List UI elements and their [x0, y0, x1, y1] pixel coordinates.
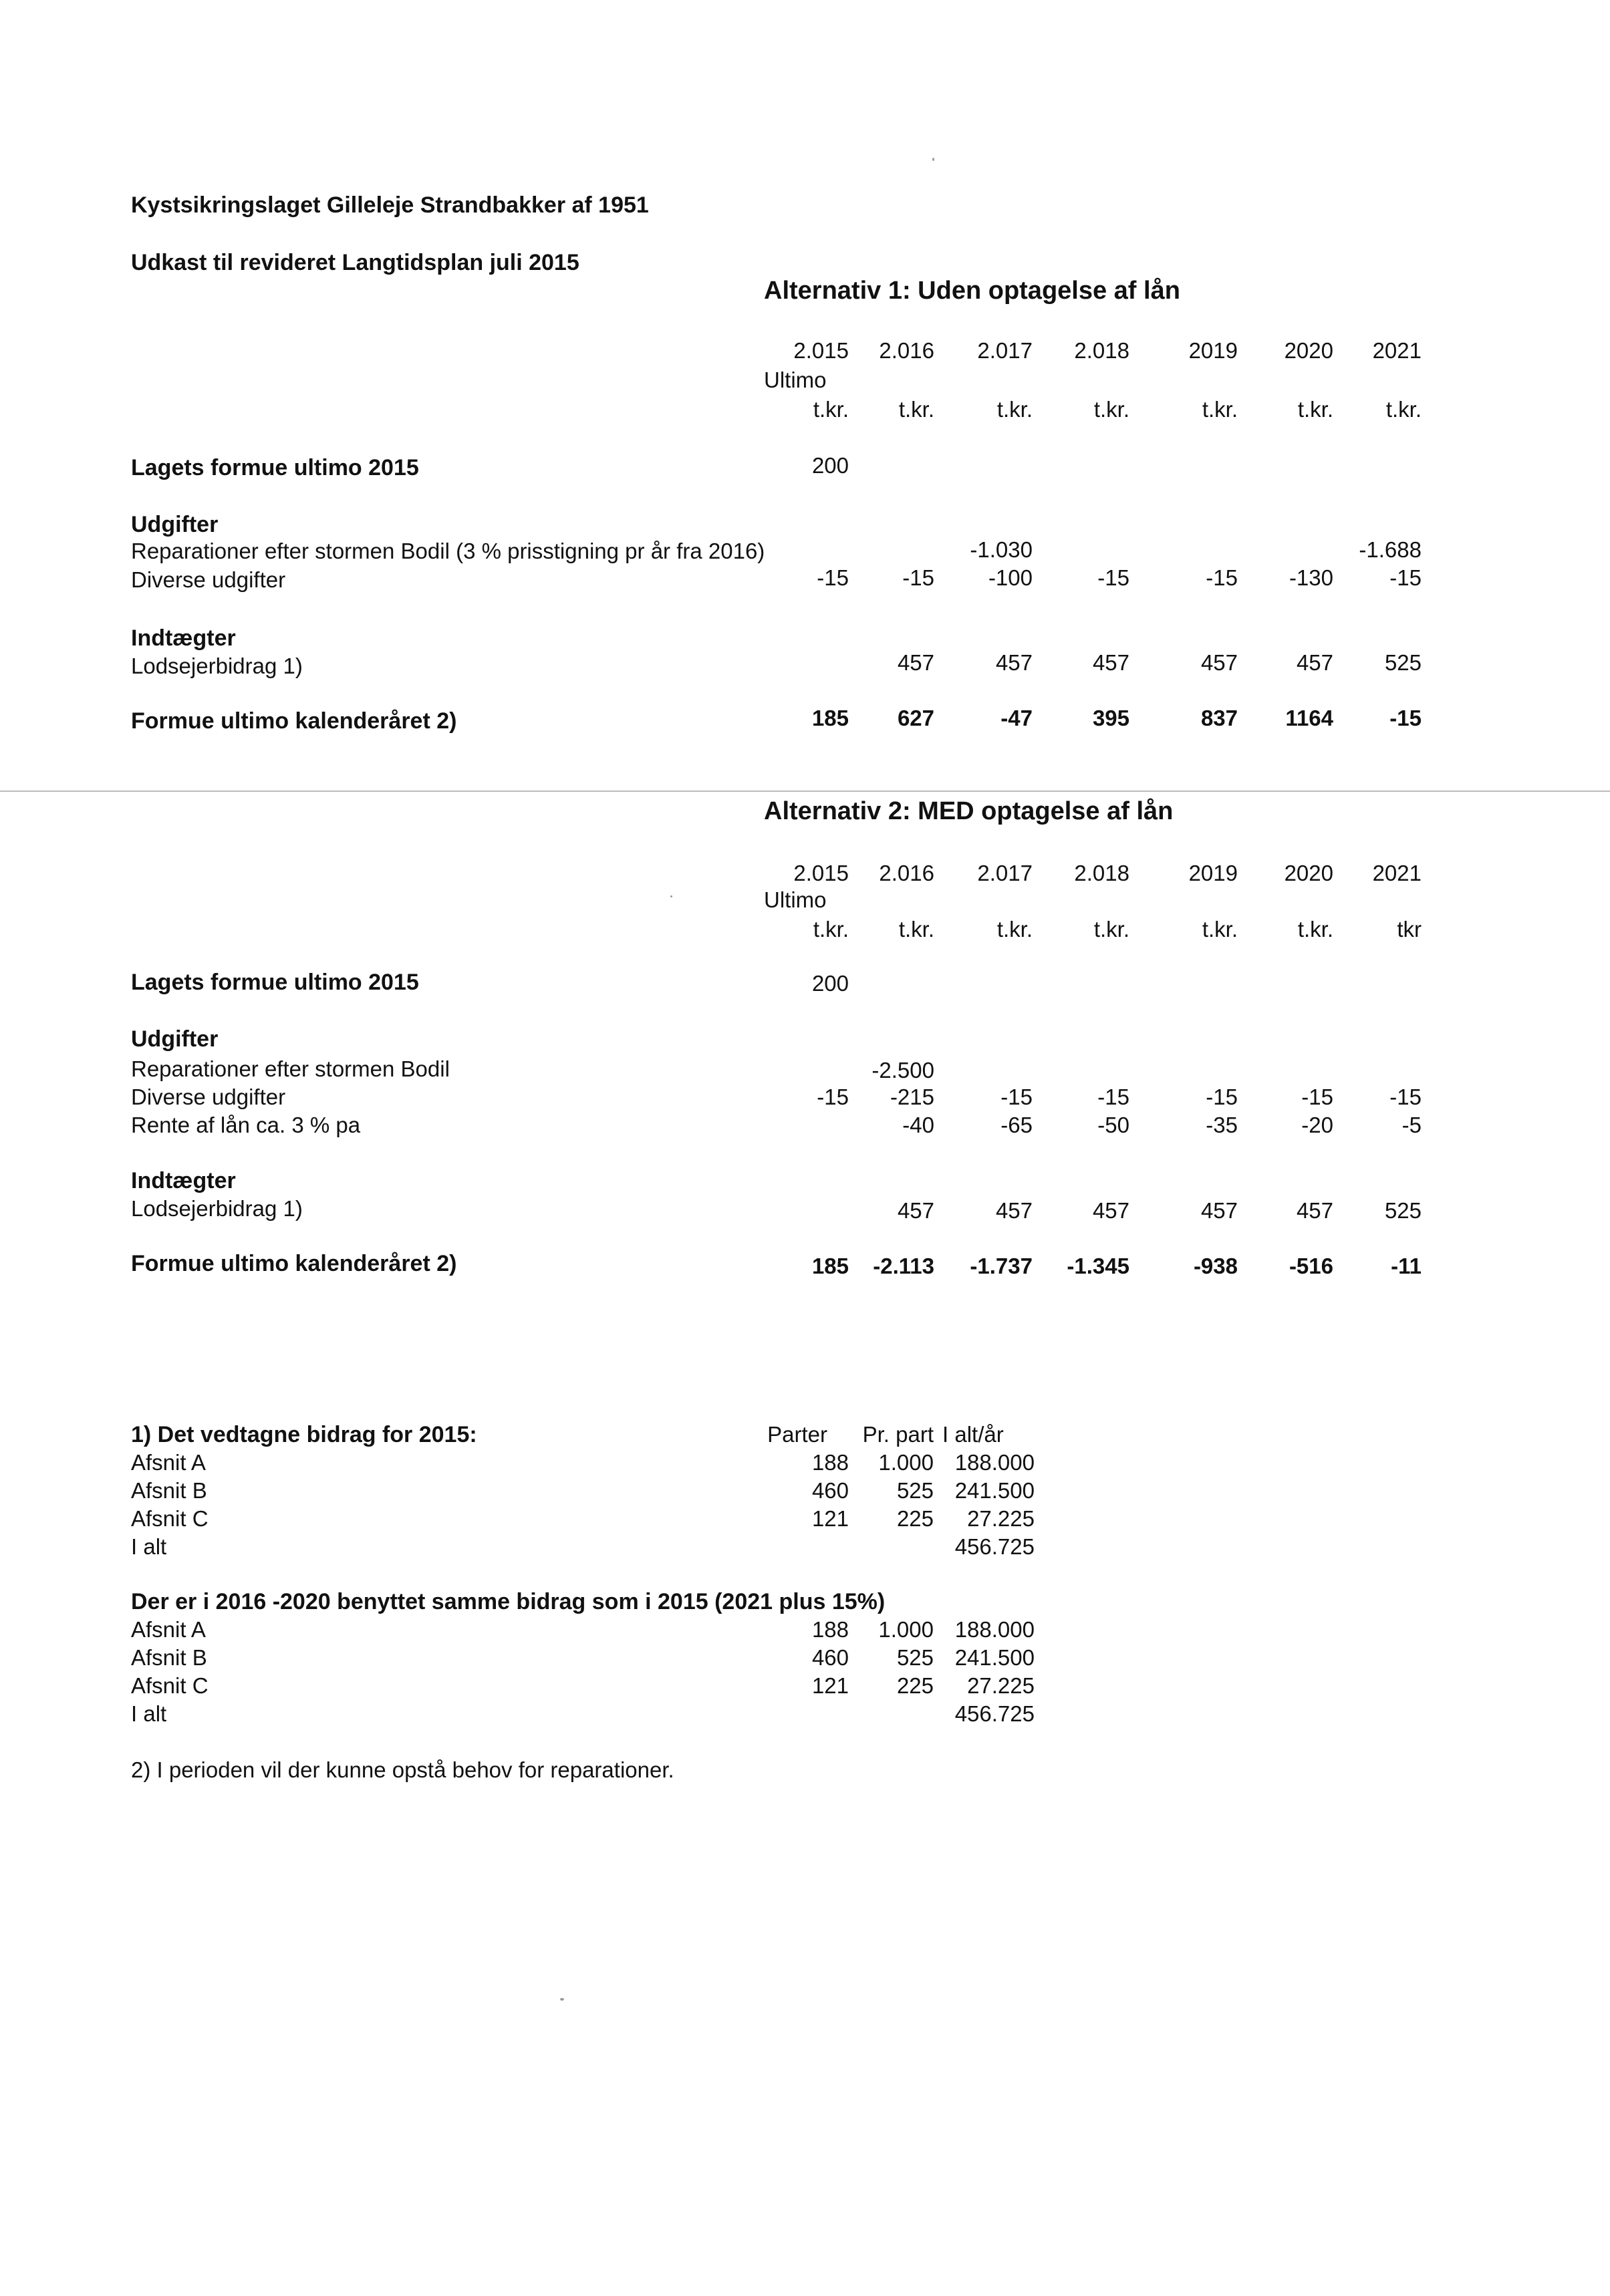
alt1-year-cell: 2.015 — [793, 338, 849, 363]
note1-pr-part-cell: 1.000 — [878, 1450, 934, 1475]
alt1-formue-label: Lagets formue ultimo 2015 — [131, 455, 419, 480]
alt2-lods-cell: 457 — [1296, 1198, 1333, 1223]
note1b-row-label: Afsnit A — [131, 1617, 206, 1642]
alt2-result-cell: -2.113 — [873, 1254, 934, 1278]
alt2-lods-cell: 457 — [995, 1198, 1033, 1223]
alt2-formue-value: 200 — [811, 971, 849, 996]
note1-total-cell: 27.225 — [967, 1506, 1035, 1531]
organization-title: Kystsikringslaget Gilleleje Strandbakker af 1951 — [131, 192, 649, 218]
note1b-pr-part-cell: 225 — [896, 1673, 934, 1698]
alt2-year-cell: 2020 — [1284, 861, 1333, 885]
alt2-result-label: Formue ultimo kalenderåret 2) — [131, 1251, 457, 1276]
alt2-year-cell: 2.018 — [1074, 861, 1129, 885]
alt1-lods-cell: 457 — [1092, 650, 1129, 675]
alt2-ultimo-label: Ultimo — [764, 887, 827, 912]
alt2-diverse-cell: -215 — [890, 1085, 934, 1109]
alt1-result-cell: -15 — [1389, 706, 1422, 730]
note1-row-label: Afsnit C — [131, 1506, 209, 1531]
alt2-year-cell: 2.017 — [977, 861, 1033, 885]
alt1-result-cell: 627 — [897, 706, 934, 730]
alt2-rente-cell: -50 — [1097, 1113, 1129, 1137]
alt2-diverse-label: Diverse udgifter — [131, 1085, 286, 1109]
note1-col-parter: Parter — [767, 1422, 827, 1447]
note1b-row-label: Afsnit C — [131, 1673, 209, 1698]
alt2-diverse-cell: -15 — [1206, 1085, 1238, 1109]
alt1-result-cell: 1164 — [1285, 706, 1333, 730]
alt1-udgifter-heading: Udgifter — [131, 512, 219, 537]
alt1-result-label: Formue ultimo kalenderåret 2) — [131, 708, 457, 734]
alt2-title: Alternativ 2: MED optagelse af lån — [764, 797, 1174, 825]
alt2-formue-label: Lagets formue ultimo 2015 — [131, 970, 419, 995]
alt2-result-cell: -516 — [1289, 1254, 1333, 1278]
note1-total-cell: 241.500 — [954, 1478, 1035, 1503]
note1-parter-cell: 121 — [811, 1506, 849, 1531]
alt2-lods-cell: 457 — [1200, 1198, 1238, 1223]
alt1-diverse-cell: -15 — [1206, 565, 1238, 590]
alt1-year-cell: 2.018 — [1074, 338, 1129, 363]
alt1-indtaegter-heading: Indtægter — [131, 625, 236, 651]
note1b-total-cell: 241.500 — [954, 1645, 1035, 1670]
note1-total-cell: 188.000 — [954, 1450, 1035, 1475]
alt1-year-cell: 2.016 — [879, 338, 934, 363]
note1b-total-value: 456.725 — [954, 1701, 1035, 1726]
note1b-row-label: Afsnit B — [131, 1645, 207, 1670]
alt2-diverse-cell: -15 — [1000, 1085, 1033, 1109]
alt1-diverse-cell: -130 — [1289, 565, 1333, 590]
alt2-rente-cell: -20 — [1301, 1113, 1333, 1137]
alt1-lods-cell: 457 — [995, 650, 1033, 675]
alt2-rente-cell: -35 — [1206, 1113, 1238, 1137]
note1b-pr-part-cell: 1.000 — [878, 1617, 934, 1642]
alt2-indtaegter-heading: Indtægter — [131, 1168, 236, 1193]
alt2-udgifter-heading: Udgifter — [131, 1026, 219, 1052]
alt1-diverse-cell: -15 — [902, 565, 934, 590]
alt1-unit-cell: t.kr. — [898, 397, 934, 422]
alt2-reparation-cell: -2.500 — [871, 1058, 934, 1083]
alt2-unit-cell: t.kr. — [996, 917, 1033, 942]
note1-row-label: Afsnit A — [131, 1450, 206, 1475]
alt2-diverse-cell: -15 — [817, 1085, 849, 1109]
alt2-lods-label: Lodsejerbidrag 1) — [131, 1196, 303, 1221]
alt1-unit-cell: t.kr. — [1202, 397, 1238, 422]
alt1-result-cell: 395 — [1092, 706, 1129, 730]
note1-parter-cell: 460 — [811, 1478, 849, 1503]
note1b-total-label: I alt — [131, 1701, 167, 1726]
note1-heading: 1) Det vedtagne bidrag for 2015: — [131, 1422, 477, 1447]
alt1-unit-cell: t.kr. — [1385, 397, 1422, 422]
alt1-lods-cell: 457 — [1200, 650, 1238, 675]
alt2-result-cell: -1.345 — [1067, 1254, 1129, 1278]
alt2-result-cell: -11 — [1391, 1254, 1422, 1278]
alt2-unit-cell: t.kr. — [1297, 917, 1333, 942]
scan-speck — [932, 158, 934, 161]
alt1-diverse-label: Diverse udgifter — [131, 567, 286, 592]
alt1-result-cell: 185 — [811, 706, 849, 730]
note1b-total-cell: 188.000 — [954, 1617, 1035, 1642]
alt1-reparation-cell: -1.688 — [1359, 537, 1422, 562]
alt1-year-cell: 2020 — [1284, 338, 1333, 363]
alt2-unit-cell: t.kr. — [1093, 917, 1129, 942]
alt2-year-cell: 2019 — [1188, 861, 1238, 885]
note1b-parter-cell: 460 — [811, 1645, 849, 1670]
alt2-year-cell: 2.016 — [879, 861, 934, 885]
alt2-unit-cell: t.kr. — [898, 917, 934, 942]
alt1-unit-cell: t.kr. — [1093, 397, 1129, 422]
note1-row-label: Afsnit B — [131, 1478, 207, 1503]
scan-speck — [560, 1998, 564, 2001]
alt1-unit-cell: t.kr. — [1297, 397, 1333, 422]
alt1-lods-cell: 457 — [1296, 650, 1333, 675]
alt1-lods-label: Lodsejerbidrag 1) — [131, 654, 303, 678]
alt2-result-cell: -938 — [1193, 1254, 1238, 1278]
alt2-rente-cell: -40 — [902, 1113, 934, 1137]
note1-col-pr-part: Pr. part — [862, 1422, 934, 1447]
note2-text: 2) I perioden vil der kunne opstå behov for reparationer. — [131, 1757, 674, 1782]
alt2-year-cell: 2.015 — [793, 861, 849, 885]
note1-total-value: 456.725 — [954, 1534, 1035, 1559]
alt2-rente-cell: -65 — [1000, 1113, 1033, 1137]
alt2-result-cell: -1.737 — [970, 1254, 1033, 1278]
note1-pr-part-cell: 225 — [896, 1506, 934, 1531]
note1-pr-part-cell: 525 — [896, 1478, 934, 1503]
note1b-heading: Der er i 2016 -2020 benyttet samme bidrag som i 2015 (2021 plus 15%) — [131, 1589, 886, 1614]
alt2-rente-label: Rente af lån ca. 3 % pa — [131, 1113, 361, 1137]
alt1-unit-cell: t.kr. — [996, 397, 1033, 422]
note1-col-total: I alt/år — [942, 1422, 1004, 1447]
alt1-diverse-cell: -15 — [817, 565, 849, 590]
alt2-unit-cell: tkr — [1397, 917, 1422, 942]
alt1-diverse-cell: -15 — [1097, 565, 1129, 590]
alt2-rente-cell: -5 — [1401, 1113, 1422, 1137]
alt2-diverse-cell: -15 — [1097, 1085, 1129, 1109]
note1b-parter-cell: 188 — [811, 1617, 849, 1642]
alt2-unit-cell: t.kr. — [1202, 917, 1238, 942]
section-divider — [0, 791, 1610, 792]
draft-title: Udkast til revideret Langtidsplan juli 2015 — [131, 250, 579, 275]
alt1-result-cell: -47 — [1000, 706, 1033, 730]
alt1-lods-cell: 525 — [1384, 650, 1422, 675]
alt2-lods-cell: 525 — [1384, 1198, 1422, 1223]
alt1-diverse-cell: -15 — [1389, 565, 1422, 590]
alt2-year-cell: 2021 — [1372, 861, 1422, 885]
alt1-ultimo-label: Ultimo — [764, 368, 827, 392]
alt1-reparation-label: Reparationer efter stormen Bodil (3 % prisstigning pr år fra 2016) — [131, 539, 765, 563]
alt1-formue-value: 200 — [811, 453, 849, 478]
note1b-pr-part-cell: 525 — [896, 1645, 934, 1670]
alt1-reparation-cell: -1.030 — [970, 537, 1033, 562]
alt1-year-cell: 2021 — [1372, 338, 1422, 363]
alt2-diverse-cell: -15 — [1389, 1085, 1422, 1109]
note1-parter-cell: 188 — [811, 1450, 849, 1475]
note1b-parter-cell: 121 — [811, 1673, 849, 1698]
alt1-lods-cell: 457 — [897, 650, 934, 675]
alt2-lods-cell: 457 — [897, 1198, 934, 1223]
alt1-year-cell: 2.017 — [977, 338, 1033, 363]
alt2-unit-cell: t.kr. — [813, 917, 849, 942]
alt2-result-cell: 185 — [811, 1254, 849, 1278]
alt2-reparation-label: Reparationer efter stormen Bodil — [131, 1056, 450, 1081]
alt1-unit-cell: t.kr. — [813, 397, 849, 422]
note1b-total-cell: 27.225 — [967, 1673, 1035, 1698]
alt1-year-cell: 2019 — [1188, 338, 1238, 363]
scan-speck — [670, 895, 672, 897]
alt1-diverse-cell: -100 — [988, 565, 1033, 590]
alt1-result-cell: 837 — [1200, 706, 1238, 730]
note1-total-label: I alt — [131, 1534, 167, 1559]
alt2-diverse-cell: -15 — [1301, 1085, 1333, 1109]
alt2-lods-cell: 457 — [1092, 1198, 1129, 1223]
alt1-title: Alternativ 1: Uden optagelse af lån — [764, 277, 1180, 305]
